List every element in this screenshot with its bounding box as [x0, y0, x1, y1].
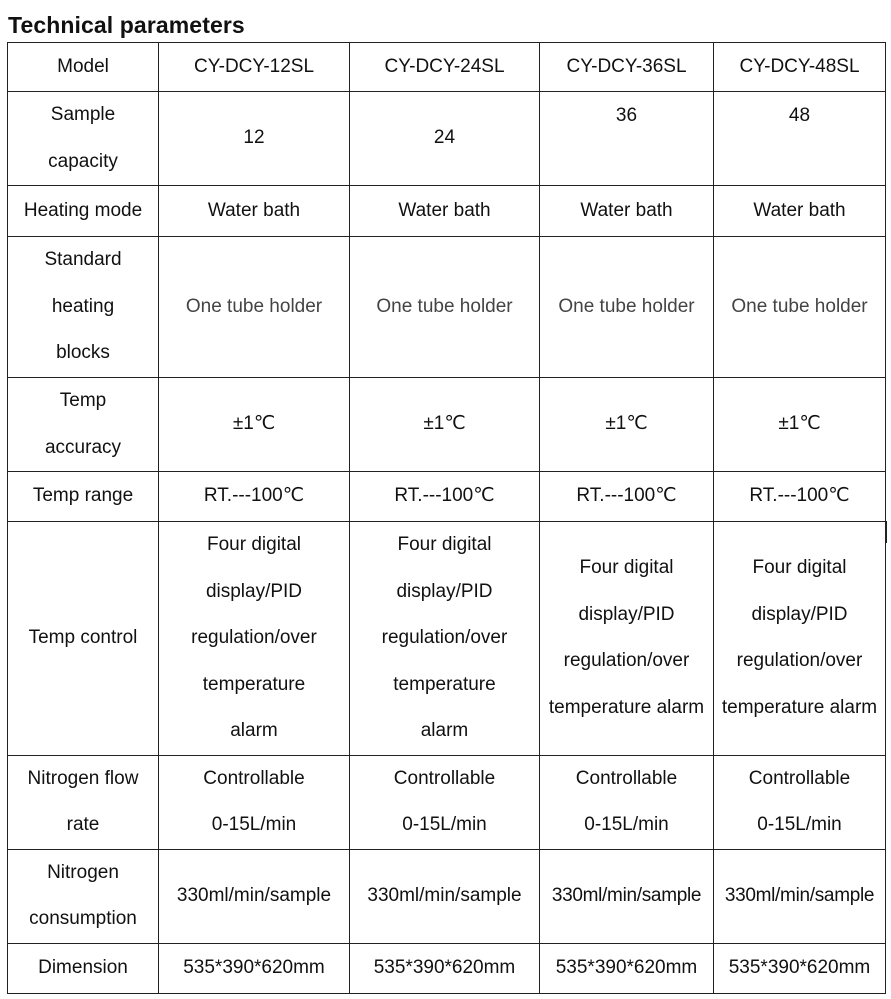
heating-mode-cell: Water bath — [159, 186, 350, 237]
model-cell: CY-DCY-24SL — [350, 43, 540, 92]
table-row-sample-capacity — [8, 92, 886, 186]
dimension-cell: 535*390*620mm — [350, 943, 540, 993]
row-label-temp-range: Temp range — [8, 472, 159, 522]
nitrogen-consumption-cell: 330ml/min/sample — [159, 849, 350, 943]
text-cursor — [885, 521, 887, 543]
temp-control-cell: Four digital display/PID regulation/over temperature alarm — [159, 522, 350, 756]
heating-blocks-cell: One tube holder — [350, 237, 540, 378]
nitrogen-flow-cell: Controllable 0-15L/min — [350, 755, 540, 849]
nitrogen-flow-cell: Controllable 0-15L/min — [714, 755, 886, 849]
table-row-temp-control — [8, 522, 886, 756]
dimension-cell: 535*390*620mm — [540, 943, 714, 993]
row-label-heating-blocks: Standard heating blocks — [8, 237, 159, 378]
nitrogen-flow-cell: Controllable 0-15L/min — [540, 755, 714, 849]
temp-control-cell: Four digital display/PID regulation/over temperature alarm — [540, 522, 714, 756]
temp-range-cell: RT.---100℃ — [714, 472, 886, 522]
heating-mode-cell: Water bath — [714, 186, 886, 237]
nitrogen-consumption-cell: 330ml/min/sample — [540, 849, 714, 943]
table-row-heating-mode — [8, 186, 886, 237]
temp-accuracy-cell: ±1℃ — [714, 378, 886, 472]
nitrogen-consumption-cell: 330ml/min/sample — [350, 849, 540, 943]
table-row-temp-range — [8, 472, 886, 522]
heating-mode-cell: Water bath — [350, 186, 540, 237]
row-label-nitrogen-flow: Nitrogen flow rate — [8, 755, 159, 849]
table-row-temp-accuracy — [8, 378, 886, 472]
row-label-model: Model — [8, 43, 159, 92]
nitrogen-consumption-cell: 330ml/min/sample — [714, 849, 886, 943]
row-label-nitrogen-consumption: Nitrogen consumption — [8, 849, 159, 943]
row-label-heating-mode: Heating mode — [8, 186, 159, 237]
model-cell: CY-DCY-12SL — [159, 43, 350, 92]
heating-blocks-cell: One tube holder — [159, 237, 350, 378]
temp-accuracy-cell: ±1℃ — [540, 378, 714, 472]
dimension-cell: 535*390*620mm — [714, 943, 886, 993]
heating-mode-cell: Water bath — [540, 186, 714, 237]
row-label-sample-capacity: Sample capacity — [8, 92, 159, 186]
capacity-cell: 12 — [159, 92, 350, 186]
model-cell: CY-DCY-36SL — [540, 43, 714, 92]
temp-range-cell: RT.---100℃ — [540, 472, 714, 522]
row-label-temp-control: Temp control — [8, 522, 159, 756]
row-label-temp-accuracy: Temp accuracy — [8, 378, 159, 472]
temp-control-cell: Four digital display/PID regulation/over temperature alarm — [350, 522, 540, 756]
table-row-model — [8, 43, 886, 92]
temp-accuracy-cell: ±1℃ — [159, 378, 350, 472]
temp-range-cell: RT.---100℃ — [159, 472, 350, 522]
model-cell: CY-DCY-48SL — [714, 43, 886, 92]
table-row-nitrogen-consumption — [8, 849, 886, 943]
capacity-cell: 48 — [714, 92, 886, 186]
temp-range-cell: RT.---100℃ — [350, 472, 540, 522]
dimension-cell: 535*390*620mm — [159, 943, 350, 993]
technical-parameters-table — [7, 42, 886, 994]
capacity-cell: 24 — [350, 92, 540, 186]
nitrogen-flow-cell: Controllable 0-15L/min — [159, 755, 350, 849]
row-label-dimension: Dimension — [8, 943, 159, 993]
heating-blocks-cell: One tube holder — [540, 237, 714, 378]
table-row-nitrogen-flow — [8, 755, 886, 849]
temp-control-cell: Four digital display/PID regulation/over temperature alarm — [714, 522, 886, 756]
table-row-dimension — [8, 943, 886, 993]
temp-accuracy-cell: ±1℃ — [350, 378, 540, 472]
heating-blocks-cell: One tube holder — [714, 237, 886, 378]
table-row-heating-blocks — [8, 237, 886, 378]
page-title: Technical parameters — [8, 12, 245, 38]
capacity-cell: 36 — [540, 92, 714, 186]
